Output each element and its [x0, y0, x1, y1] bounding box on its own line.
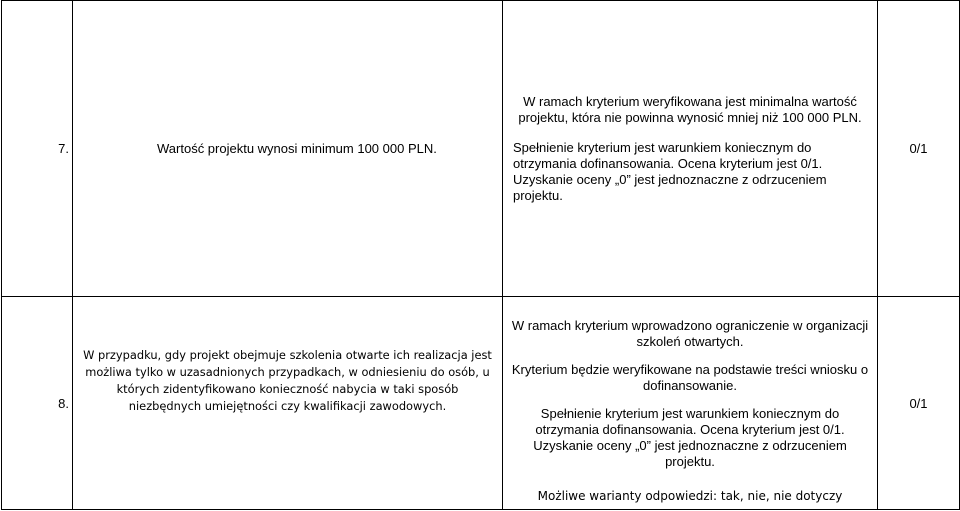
criterion-name: Wartość projektu wynosi minimum 100 000 PLN.: [73, 1, 503, 297]
table-row: [2, 297, 960, 510]
criterion-description: [503, 297, 878, 510]
description-paragraph: W ramach kryterium wprowadzono ograniczenie w organizacji szkoleń otwartych.: [511, 318, 869, 349]
criterion-score: 0/1: [878, 297, 960, 510]
description-paragraph: Spełnienie kryterium jest warunkiem koniecznym do otrzymania dofinansowania. Ocena kryterium jest 0/1. Uzyskanie oceny „0” jest jednoznaczne z odrzuceniem projektu.: [533, 406, 847, 469]
description-paragraph: Kryterium będzie weryfikowane na podstawie treści wniosku o dofinansowanie.: [511, 362, 869, 393]
description-paragraph: Spełnienie kryterium jest warunkiem koniecznym do otrzymania dofinansowania. Ocena kryterium jest 0/1. Uzyskanie oceny „0” jest jednoznaczne z odrzuceniem projektu.: [513, 139, 827, 203]
criterion-score: 0/1: [878, 1, 960, 297]
criterion-description: [503, 1, 878, 297]
criterion-name: W przypadku, gdy projekt obejmuje szkolenia otwarte ich realizacja jest możliwa tylko w uzasadnionych przypadkach, w odniesieniu do osób, u których zidentyfikowano konieczność nabycia w taki sposób niezbędnych umiejętności czy kwalifikacji zawodowych.: [83, 348, 492, 413]
criterion-number: 8.: [2, 297, 73, 510]
criterion-name-cell: [73, 297, 503, 510]
table-row: [2, 1, 960, 297]
answer-variants: Możliwe warianty odpowiedzi: tak, nie, nie dotyczy: [537, 489, 843, 503]
description-paragraph: W ramach kryterium weryfikowana jest minimalna wartość projektu, która nie powinna wynosić mniej niż 100 000 PLN.: [518, 93, 862, 125]
criteria-table: [1, 0, 960, 510]
criterion-number: 7.: [2, 1, 73, 297]
